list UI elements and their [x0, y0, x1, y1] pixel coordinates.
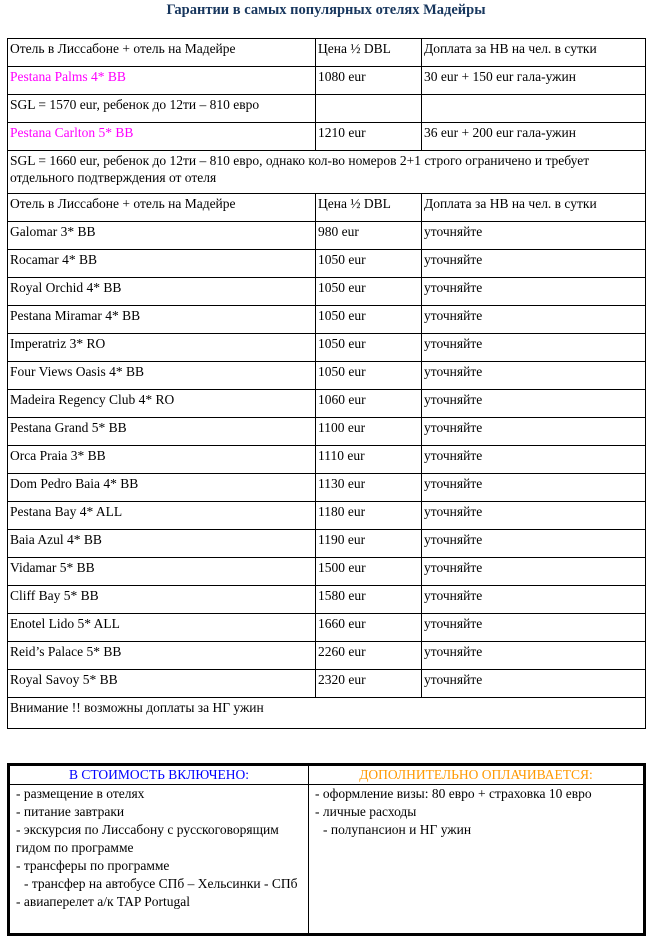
- hotel-extra: уточняйте: [422, 222, 646, 250]
- hotel-price: 1080 eur: [316, 67, 422, 95]
- hotel-name: Pestana Palms 4* BB: [8, 67, 316, 95]
- extra-paid-heading: ДОПОЛНИТЕЛЬНО ОПЛАЧИВАЕТСЯ:: [309, 765, 645, 785]
- header-extra: Доплата за НВ на чел. в сутки: [422, 194, 646, 222]
- extra-paid-list: [309, 785, 645, 935]
- hotel-extra: уточняйте: [422, 362, 646, 390]
- table-row: [8, 474, 646, 502]
- table-row: [8, 642, 646, 670]
- hotel-name: Madeira Regency Club 4* RO: [8, 390, 316, 418]
- table-row: [8, 530, 646, 558]
- table-row: [8, 614, 646, 642]
- hotel-extra: уточняйте: [422, 530, 646, 558]
- hotel-name: Enotel Lido 5* ALL: [8, 614, 316, 642]
- header-hotel: Отель в Лиссабоне + отель на Мадейре: [8, 194, 316, 222]
- hotel-price: 1210 eur: [316, 123, 422, 151]
- hotel-price: 2260 eur: [316, 642, 422, 670]
- hotel-extra: 30 eur + 150 eur гала-ужин: [422, 67, 646, 95]
- header-price: Цена ½ DBL: [316, 194, 422, 222]
- hotel-price: 1050 eur: [316, 306, 422, 334]
- hotel-extra: уточняйте: [422, 250, 646, 278]
- hotel-price: 1110 eur: [316, 446, 422, 474]
- hotel-extra: уточняйте: [422, 390, 646, 418]
- header-extra: Доплата за НВ на чел. в сутки: [422, 39, 646, 67]
- table-row: [8, 698, 646, 729]
- hotel-extra: уточняйте: [422, 670, 646, 698]
- hotel-name: Pestana Bay 4* ALL: [8, 502, 316, 530]
- included-list: [9, 785, 309, 935]
- list-item: - авиаперелет а/к TAP Portugal: [16, 894, 190, 909]
- hotel-note: SGL = 1660 eur, ребенок до 12ти – 810 евро, однако кол-во номеров 2+1 строго ограничено и требует отдельного подтверждения от отеля: [8, 151, 646, 194]
- table-row: [8, 123, 646, 151]
- hotel-extra: уточняйте: [422, 278, 646, 306]
- hotel-price: 1050 eur: [316, 334, 422, 362]
- table-row: [8, 334, 646, 362]
- hotel-price: 1190 eur: [316, 530, 422, 558]
- table-row: [8, 670, 646, 698]
- hotel-name: Pestana Grand 5* BB: [8, 418, 316, 446]
- hotel-name: Pestana Carlton 5* BB: [8, 123, 316, 151]
- list-item: - трансфер на автобусе СПб – Хельсинки - СПб: [24, 876, 298, 891]
- hotel-name: Royal Orchid 4* BB: [8, 278, 316, 306]
- table-row: [8, 390, 646, 418]
- included-table: [7, 763, 646, 936]
- table-row: [8, 362, 646, 390]
- list-item: - личные расходы: [315, 804, 417, 819]
- hotel-extra: 36 eur + 200 eur гала-ужин: [422, 123, 646, 151]
- page-title: Гарантии в самых популярных отелях Мадейры: [166, 2, 486, 18]
- hotel-extra: уточняйте: [422, 446, 646, 474]
- hotel-note: SGL = 1570 eur, ребенок до 12ти – 810 евро: [8, 95, 316, 123]
- hotel-price: 1660 eur: [316, 614, 422, 642]
- hotel-price: 1050 eur: [316, 250, 422, 278]
- hotel-name: Dom Pedro Baia 4* BB: [8, 474, 316, 502]
- table-row: [8, 446, 646, 474]
- hotel-price: 980 eur: [316, 222, 422, 250]
- hotel-price: 1130 eur: [316, 474, 422, 502]
- list-item: - питание завтраки: [16, 804, 125, 819]
- table-row: [8, 95, 646, 123]
- hotels-table: [7, 38, 646, 729]
- hotel-price: 1580 eur: [316, 586, 422, 614]
- list-item: - оформление визы: 80 евро + страховка 10 евро: [315, 786, 592, 801]
- table-header-row: [8, 194, 646, 222]
- hotel-price: 2320 eur: [316, 670, 422, 698]
- hotel-name: Royal Savoy 5* BB: [8, 670, 316, 698]
- included-heading: В СТОИМОСТЬ ВКЛЮЧЕНО:: [9, 765, 309, 785]
- hotel-price: 1050 eur: [316, 362, 422, 390]
- hotel-name: Four Views Oasis 4* BB: [8, 362, 316, 390]
- table-row: [8, 586, 646, 614]
- list-item: - трансферы по программе: [16, 858, 170, 873]
- table-row: [8, 67, 646, 95]
- hotel-extra: уточняйте: [422, 614, 646, 642]
- hotel-extra: уточняйте: [422, 306, 646, 334]
- hotel-extra: уточняйте: [422, 334, 646, 362]
- hotel-name: Galomar 3* BB: [8, 222, 316, 250]
- hotel-extra: уточняйте: [422, 502, 646, 530]
- hotel-name: Reid’s Palace 5* BB: [8, 642, 316, 670]
- table-row: [8, 250, 646, 278]
- hotel-extra: уточняйте: [422, 558, 646, 586]
- table-row: [8, 418, 646, 446]
- list-item: - размещение в отелях: [16, 786, 145, 801]
- table-row: [8, 151, 646, 194]
- table-row: [8, 222, 646, 250]
- table-row: [8, 558, 646, 586]
- hotel-price: 1060 eur: [316, 390, 422, 418]
- hotel-name: Pestana Miramar 4* BB: [8, 306, 316, 334]
- hotel-name: Orca Praia 3* BB: [8, 446, 316, 474]
- table-header-row: [8, 39, 646, 67]
- hotel-extra: уточняйте: [422, 642, 646, 670]
- hotel-name: Cliff Bay 5* BB: [8, 586, 316, 614]
- warning-note: Внимание !! возможны доплаты за НГ ужин: [8, 698, 646, 729]
- hotel-name: Imperatriz 3* RO: [8, 334, 316, 362]
- list-item: - полупансион и НГ ужин: [323, 822, 472, 837]
- table-row: [8, 278, 646, 306]
- hotel-name: Vidamar 5* BB: [8, 558, 316, 586]
- header-price: Цена ½ DBL: [316, 39, 422, 67]
- hotel-price: 1100 eur: [316, 418, 422, 446]
- hotel-price: 1050 eur: [316, 278, 422, 306]
- hotel-extra: уточняйте: [422, 586, 646, 614]
- hotel-price: 1500 eur: [316, 558, 422, 586]
- hotel-extra: уточняйте: [422, 474, 646, 502]
- table-row: [8, 502, 646, 530]
- table-row: [8, 306, 646, 334]
- hotel-extra: уточняйте: [422, 418, 646, 446]
- hotel-name: Rocamar 4* BB: [8, 250, 316, 278]
- list-item: - экскурсия по Лиссабону с русскоговорящим гидом по программе: [16, 822, 279, 855]
- hotel-name: Baia Azul 4* BB: [8, 530, 316, 558]
- hotel-price: 1180 eur: [316, 502, 422, 530]
- header-hotel: Отель в Лиссабоне + отель на Мадейре: [8, 39, 316, 67]
